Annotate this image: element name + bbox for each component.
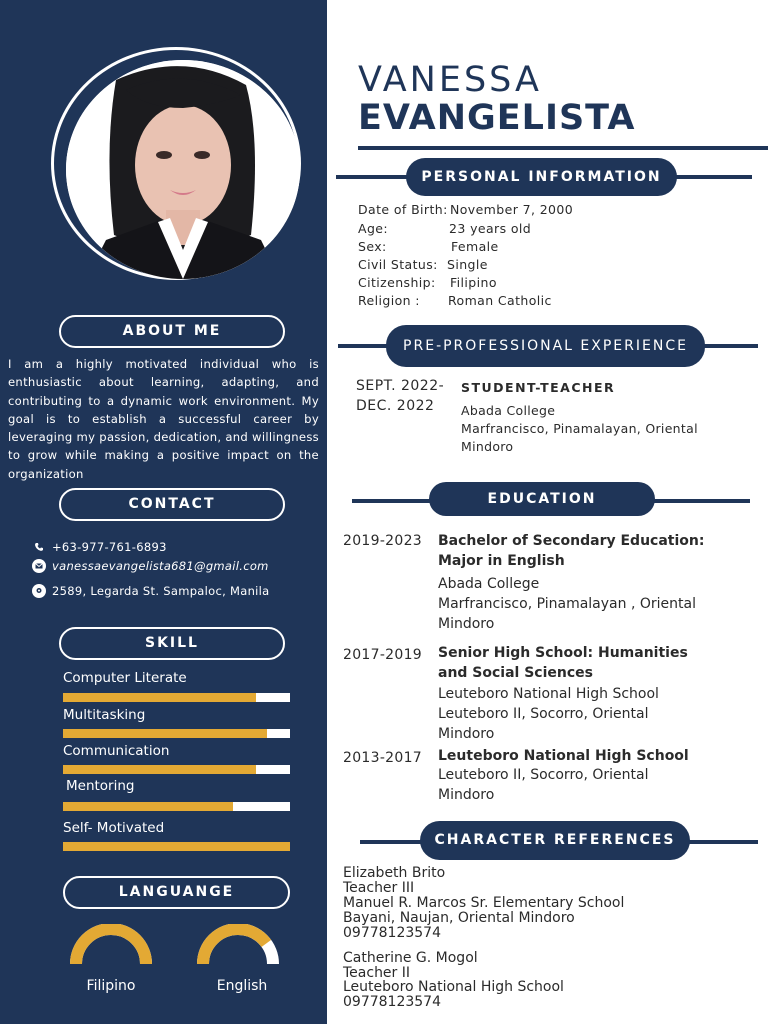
contact-email[interactable] bbox=[32, 559, 269, 573]
education-degree: Bachelor of Secondary Education: bbox=[438, 533, 705, 549]
info-key: Date of Birth: bbox=[358, 202, 448, 217]
profile-photo bbox=[66, 60, 300, 279]
phone-text: +63-977-761-6893 bbox=[52, 540, 167, 554]
name-divider bbox=[358, 146, 768, 150]
email-text: vanessaevangelista681@gmail.com bbox=[52, 559, 269, 573]
reference-phone: 09778123574 bbox=[343, 994, 441, 1010]
info-value: Filipino bbox=[450, 275, 497, 290]
skill-bar bbox=[63, 802, 290, 811]
skill-bar-fill bbox=[63, 693, 256, 702]
education-address: Mindoro bbox=[438, 726, 495, 742]
experience-org: Abada College bbox=[461, 403, 556, 418]
skill-header: SKILL bbox=[59, 627, 285, 660]
education-address: Marfrancisco, Pinamalayan , Oriental bbox=[438, 596, 696, 612]
skill-label: Computer Literate bbox=[63, 670, 187, 686]
info-value: Female bbox=[451, 239, 499, 254]
name-first: VANESSA bbox=[358, 60, 542, 100]
info-key: Age: bbox=[358, 221, 388, 236]
skill-bar-fill bbox=[63, 729, 267, 738]
personal-info-header: PERSONAL INFORMATION bbox=[406, 158, 677, 196]
reference-name: Catherine G. Mogol bbox=[343, 950, 478, 966]
contact-header: CONTACT bbox=[59, 488, 285, 521]
education-degree: Senior High School: Humanities bbox=[438, 645, 688, 661]
info-key: Sex: bbox=[358, 239, 387, 254]
experience-address: Marfrancisco, Pinamalayan, Oriental bbox=[461, 421, 698, 436]
info-key: Citizenship: bbox=[358, 275, 436, 290]
reference-position: Teacher III bbox=[343, 880, 415, 896]
education-school: Leuteboro National High School bbox=[438, 686, 659, 702]
skill-label: Mentoring bbox=[66, 778, 135, 794]
language-gauge-filipino bbox=[70, 924, 152, 966]
experience-address: Mindoro bbox=[461, 439, 514, 454]
name-last: EVANGELISTA bbox=[358, 98, 636, 138]
email-icon bbox=[32, 559, 46, 573]
about-me-header: ABOUT ME bbox=[59, 315, 285, 348]
skill-bar-fill bbox=[63, 802, 233, 811]
language-label-filipino: Filipino bbox=[86, 978, 136, 994]
education-address: Leuteboro II, Socorro, Oriental bbox=[438, 767, 649, 783]
info-value: Roman Catholic bbox=[448, 293, 552, 308]
language-gauge-english bbox=[197, 924, 279, 966]
reference-school: Manuel R. Marcos Sr. Elementary School bbox=[343, 895, 625, 911]
skill-bar bbox=[63, 693, 290, 702]
skill-label: Communication bbox=[63, 743, 170, 759]
education-header: EDUCATION bbox=[429, 482, 655, 516]
skill-label: Multitasking bbox=[63, 707, 146, 723]
education-degree: Major in English bbox=[438, 553, 565, 569]
experience-date: SEPT. 2022- bbox=[356, 378, 445, 394]
education-years: 2019-2023 bbox=[343, 533, 423, 549]
education-years: 2017-2019 bbox=[343, 647, 423, 663]
education-address: Mindoro bbox=[438, 616, 495, 632]
info-value: November 7, 2000 bbox=[450, 202, 574, 217]
skill-bar-fill bbox=[63, 842, 290, 851]
reference-address: Bayani, Naujan, Oriental Mindoro bbox=[343, 910, 575, 926]
contact-address bbox=[32, 584, 270, 598]
reference-position: Teacher II bbox=[343, 965, 411, 981]
references-header: CHARACTER REFERENCES bbox=[420, 821, 690, 860]
language-header: LANGUANGE bbox=[63, 876, 290, 909]
skill-bar bbox=[63, 842, 290, 851]
education-years: 2013-2017 bbox=[343, 750, 423, 766]
skill-label: Self- Motivated bbox=[63, 820, 165, 836]
education-degree: and Social Sciences bbox=[438, 665, 593, 681]
reference-name: Elizabeth Brito bbox=[343, 865, 446, 881]
about-me-text: I am a highly motivated individual who is enthusiastic about learning, adapting, and contributing to a dynamic work environment. My goal is to establish a successful career by leveraging my passion, dedication, and willingness to grow while making a positive impact on the organization bbox=[8, 357, 319, 481]
reference-school: Leuteboro National High School bbox=[343, 979, 564, 995]
contact-phone[interactable] bbox=[32, 540, 167, 554]
language-label-english: English bbox=[216, 978, 268, 994]
info-value: Single bbox=[447, 257, 488, 272]
location-icon bbox=[32, 584, 46, 598]
reference-phone: 09778123574 bbox=[343, 925, 441, 941]
info-key: Religion : bbox=[358, 293, 420, 308]
experience-role: STUDENT-TEACHER bbox=[461, 380, 616, 395]
skill-bar bbox=[63, 729, 290, 738]
experience-header: PRE-PROFESSIONAL EXPERIENCE bbox=[386, 325, 705, 367]
info-value: 23 years old bbox=[449, 221, 532, 236]
education-degree: Leuteboro National High School bbox=[438, 748, 689, 764]
education-address: Mindoro bbox=[438, 787, 495, 803]
info-key: Civil Status: bbox=[358, 257, 438, 272]
education-address: Leuteboro II, Socorro, Oriental bbox=[438, 706, 649, 722]
address-text: 2589, Legarda St. Sampaloc, Manila bbox=[52, 584, 270, 598]
experience-date: DEC. 2022 bbox=[356, 398, 435, 414]
education-school: Abada College bbox=[438, 576, 540, 592]
skill-bar-fill bbox=[63, 765, 256, 774]
skill-bar bbox=[63, 765, 290, 774]
phone-icon bbox=[32, 540, 46, 554]
